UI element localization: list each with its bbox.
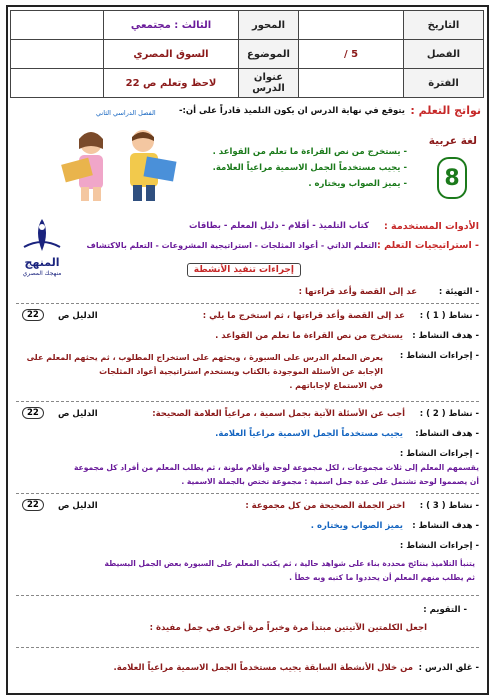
outcome-item: - يجيب مستخدماً الجمل الاسمية مراعياً العلامة. — [212, 163, 407, 173]
axis-value: الثالث : مجتمعي — [104, 11, 239, 40]
activity1-proc-label: - إجراءات النشاط : — [399, 351, 479, 361]
activity3-proc-line: يتنبأ التلاميذ بنتائج محددة بناء على شواهد حالية ، ثم يكتب المعلم على السبورة بعض الجمل البسيطة — [104, 559, 475, 568]
activity2-goal-label: - هدف النشاط: — [415, 429, 479, 439]
topic-label: الموضوع — [239, 40, 299, 69]
activity2-goal: يجيب مستخدماً الجمل الاسمية مراعياً العلامة. — [215, 429, 403, 439]
activity3-goal: يميز الصواب ويختاره . — [310, 521, 403, 531]
activity3-label: - نشاط ( 3 ) : — [419, 501, 479, 511]
activity1-label: - نشاط ( 1 ) : — [419, 311, 479, 321]
grade-badge: 8 — [437, 157, 467, 199]
logo-subtext: منهجك المصري — [22, 270, 62, 277]
header-table — [10, 10, 484, 98]
subject-label: لغة عربية — [428, 135, 477, 147]
empty-cell — [11, 69, 104, 98]
closing-value: من خلال الأنشطة السابقة يجيب مستخدماً الجمل الاسمية مراعياً العلامة. — [113, 663, 413, 673]
tools-label: الأدوات المستخدمة : — [383, 221, 479, 232]
activity3-proc-line: ثم يطلب منهم المعلم أن يحددوا ما كتبه وبه خطأ . — [289, 573, 475, 582]
activity2-guide: الدليل ص — [58, 409, 98, 419]
lesson-plan-page — [6, 5, 489, 695]
strategies-label: - استراتيجيات التعلم : — [377, 240, 479, 251]
activity2-proc-label: - إجراءات النشاط : — [399, 449, 479, 459]
period-label: الفترة — [404, 69, 484, 98]
outcomes-intro: يتوقع في نهاية الدرس ان يكون التلميذ قادراً على أن:- — [178, 106, 405, 116]
tools-value: كتاب التلميذ - أقلام - دليل المعلم - بطاقات — [189, 221, 369, 231]
strategies-value: التعلم الذاتي - أعواد المثلجات - استراتيجية المشروعات - التعلم بالاكتشاف — [86, 241, 377, 250]
activity2-page: 22 — [22, 407, 44, 419]
divider — [16, 401, 479, 402]
activity1-goal-label: - هدف النشاط : — [412, 331, 479, 341]
activity3-guide: الدليل ص — [58, 501, 98, 511]
activity1-proc-line: الإجابة عن الأسئلة الموجودة بالكتاب ويستخدم استراتيجية أعواد المثلجات — [99, 367, 383, 376]
class-value: 5 / — [299, 40, 404, 69]
empty-cell — [11, 11, 104, 40]
activity1-proc-line: يعرض المعلم الدرس على السبورة ، ويحثهم على استخراج المطلوب ، ثم يحثهم المعلم على — [26, 353, 383, 362]
children-reading-illustration — [53, 125, 183, 203]
activity2-title: أجب عن الأسئلة الآتية بجمل اسمية ، مراعياً العلامة الصحيحة: — [152, 409, 405, 419]
activity3-goal-label: - هدف النشاط : — [412, 521, 479, 531]
axis-label: المحور — [239, 11, 299, 40]
activity3-title: اختر الجملة الصحيحة من كل مجموعة : — [245, 501, 405, 511]
activity1-goal: يستخرج من نص القراءة ما تعلم من القواعد . — [215, 331, 403, 341]
logo-emblem-icon — [16, 217, 68, 253]
closing-label: - غلق الدرس : — [418, 663, 479, 673]
date-label: التاريخ — [404, 11, 484, 40]
warmup-value: عد إلى القصة وأعد قراءتها : — [298, 287, 417, 297]
activity1-page: 22 — [22, 309, 44, 321]
lesson-title-value: لاحظ وتعلم ص 22 — [104, 69, 239, 98]
period-value — [299, 69, 404, 98]
topic-value: السوق المصري — [104, 40, 239, 69]
activity2-label: - نشاط ( 2 ) : — [419, 409, 479, 419]
activity2-proc-line: يقسمهم المعلم إلى ثلاث مجموعات ، لكل مجموعة لوحة وأقلام ملونة ، ثم يطلب المعلم من أفراد كل مجموعة — [73, 463, 479, 472]
outcome-item: - يميز الصواب ويختاره . — [308, 179, 407, 189]
evaluation-value: اجعل الكلمتين الآتيتين مبتدأ مرة وخبراً مرة أخرى في جمل مفيدة : — [149, 623, 427, 633]
divider — [16, 493, 479, 494]
empty-cell — [11, 40, 104, 69]
class-label: الفصل — [404, 40, 484, 69]
outcomes-title: نواتج التعلم : — [410, 104, 481, 117]
lesson-title-label: عنوان الدرس — [239, 69, 299, 98]
logo-text: المنهج — [24, 256, 60, 269]
term-tag: الفصل الدراسي الثاني — [96, 109, 156, 117]
activity2-proc-line: أن يصمموا لوحة تشتمل على عدة جمل اسمية : مجموعة تختص بالجملة الاسمية . — [181, 477, 479, 486]
divider — [16, 303, 479, 304]
almanhag-logo — [16, 217, 68, 283]
activity3-proc-label: - إجراءات النشاط : — [399, 541, 479, 551]
activity1-title: عد إلى القصة وأعد قراءتها ، ثم استخرج ما يلي : — [202, 311, 405, 321]
divider — [16, 595, 479, 596]
activity1-proc-line: في الاستماع لإجاباتهم . — [289, 381, 383, 390]
date-value — [299, 11, 404, 40]
activity1-guide: الدليل ص — [58, 311, 98, 321]
warmup-label: - التهيئة : — [438, 287, 479, 297]
procedures-title: إجراءات تنفيذ الأنشطة — [187, 263, 301, 277]
outcome-item: - يستخرج من نص القراءة ما تعلم من القواعد . — [212, 147, 407, 157]
evaluation-label: - التقويم : — [423, 605, 467, 615]
divider — [16, 647, 479, 648]
activity3-page: 22 — [22, 499, 44, 511]
